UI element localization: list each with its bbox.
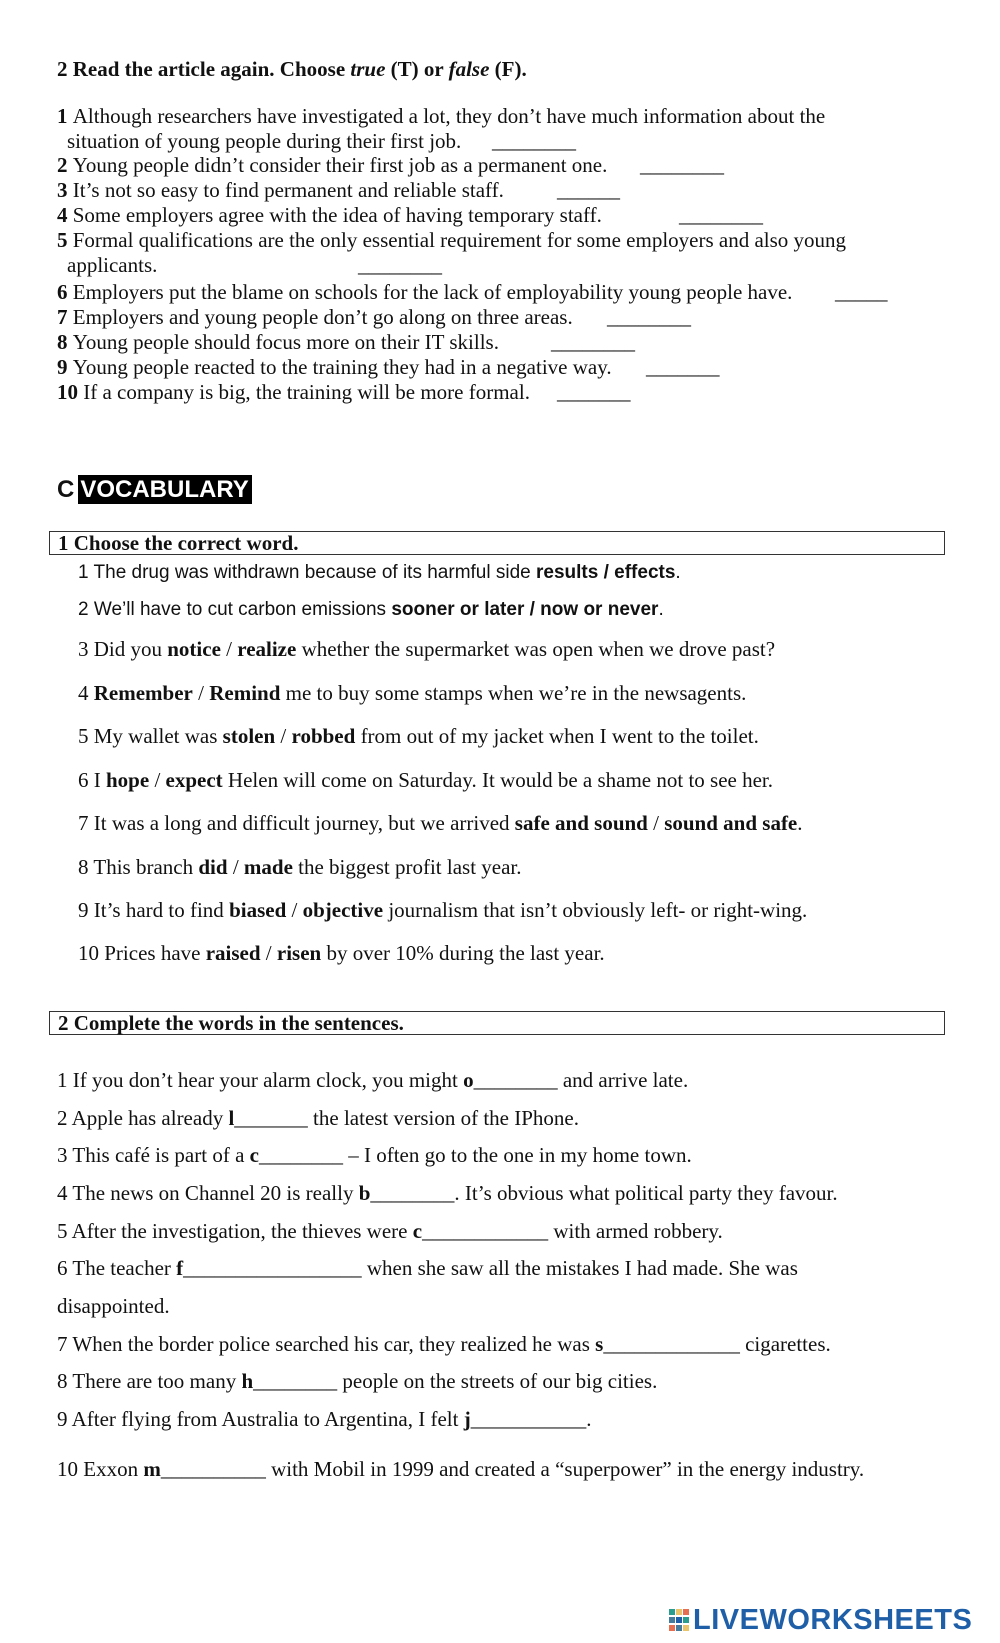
section-heading: 2 Read the article again. Choose true (T) or false (F). [57, 57, 527, 81]
choice-item [78, 724, 759, 749]
item-number: 3 [57, 178, 73, 202]
answer-blank[interactable]: ________ [640, 153, 724, 177]
answer-blank[interactable]: ________ [679, 203, 763, 227]
answer-blank[interactable]: __________ [160, 1457, 266, 1481]
item-text: Employers put the blame on schools for the lack of employability young people have. [72, 280, 793, 304]
option-b[interactable]: robbed [291, 724, 356, 748]
sentence-text: by over 10% during the last year. [321, 941, 605, 965]
choice-item [78, 562, 681, 584]
first-letter: j [463, 1407, 471, 1431]
option-b[interactable]: expect [165, 768, 223, 792]
choice-item [78, 855, 522, 880]
item-number: 1 [57, 1068, 73, 1092]
sentence-text: and arrive late. [557, 1068, 689, 1092]
first-letter: f [176, 1256, 184, 1280]
sentence-text: After the investigation, the thieves were [71, 1219, 413, 1243]
sentence-text: It’s hard to find [93, 898, 230, 922]
sentence-text: . It’s obvious what political party they favour. [454, 1181, 838, 1205]
answer-blank[interactable]: ________ [607, 305, 691, 329]
sentence-text: After flying from Australia to Argentina, I felt [71, 1407, 464, 1431]
option-b[interactable]: realize [237, 637, 297, 661]
sentence-text: . [658, 599, 664, 620]
sentence-text: Apple has already [71, 1106, 229, 1130]
option-separator: / [192, 681, 210, 705]
sentence-text: The teacher [72, 1256, 177, 1280]
choice-item [78, 681, 746, 706]
item-number: 10 [78, 941, 105, 965]
item-number: 4 [57, 203, 73, 227]
option-separator: / [286, 898, 303, 922]
item-number: 4 [78, 681, 94, 705]
item-number: 10 [57, 1457, 84, 1481]
sentence-text: . [675, 562, 681, 583]
item-text: If a company is big, the training will be more formal. [83, 380, 530, 404]
item-number: 2 [57, 153, 73, 177]
sentence-text: Did you [93, 637, 168, 661]
sentence-text: whether the supermarket was open when we drove past? [296, 637, 776, 661]
tf-item [57, 228, 846, 253]
first-letter: h [241, 1369, 254, 1393]
first-letter: m [143, 1457, 161, 1481]
tf-item [57, 153, 607, 178]
item-text: Although researchers have investigated a lot, they don’t have much information about the [72, 104, 826, 128]
choice-item [78, 898, 807, 923]
first-letter: l [228, 1106, 235, 1130]
sentence-text: cigarettes. [739, 1332, 831, 1356]
item-text: Young people reacted to the training they had in a negative way. [72, 355, 612, 379]
sentence-text: It was a long and difficult journey, but we arrived [93, 811, 515, 835]
sentence-text: the biggest profit last year. [292, 855, 522, 879]
tf-item [57, 280, 792, 305]
option-a[interactable]: biased [229, 898, 287, 922]
sentence-text: . [586, 1407, 592, 1431]
option-separator: / [647, 811, 665, 835]
item-number: 1 [57, 104, 73, 128]
option-a[interactable]: safe and sound [514, 811, 648, 835]
tf-item [57, 380, 530, 405]
answer-blank[interactable]: _________________ [183, 1256, 362, 1280]
exercise-1-title-box [49, 531, 945, 555]
answer-blank[interactable]: ________ [551, 330, 635, 354]
sentence-text: the latest version of the IPhone. [307, 1106, 579, 1130]
option-a[interactable]: stolen [222, 724, 276, 748]
completion-item [57, 1106, 579, 1131]
option-b[interactable]: risen [276, 941, 322, 965]
completion-item [57, 1068, 688, 1093]
item-text: Young people should focus more on their IT skills. [72, 330, 499, 354]
answer-blank[interactable]: ______ [557, 178, 620, 202]
answer-blank[interactable]: _____________ [603, 1332, 740, 1356]
item-number: 7 [57, 305, 73, 329]
item-number: 2 [57, 1106, 72, 1130]
item-number: 5 [57, 1219, 72, 1243]
answer-blank[interactable]: ___________ [470, 1407, 587, 1431]
choice-item [78, 768, 773, 793]
completion-item [57, 1143, 692, 1168]
tf-item [57, 178, 504, 203]
sentence-text: . [797, 811, 803, 835]
option-separator: / [149, 768, 166, 792]
item-number: 4 [57, 1181, 73, 1205]
tf-item-continued: applicants. [67, 253, 158, 277]
item-number: 6 [78, 768, 94, 792]
choice-item [78, 599, 664, 621]
tf-item [57, 330, 499, 355]
item-number: 6 [57, 1256, 73, 1280]
item-number: 5 [78, 724, 94, 748]
liveworksheets-logo-icon [668, 1608, 690, 1632]
option-a[interactable]: Remember [93, 681, 193, 705]
answer-blank[interactable]: ________ [473, 1068, 558, 1092]
completion-item [57, 1457, 864, 1482]
sentence-text: with armed robbery. [548, 1219, 723, 1243]
item-number: 5 [57, 228, 73, 252]
item-text: Employers and young people don’t go along on three areas. [72, 305, 573, 329]
answer-blank[interactable]: ____________ [422, 1219, 549, 1243]
sentence-text: Helen will come on Saturday. It would be a shame not to see her. [222, 768, 773, 792]
option-separator: / [275, 724, 292, 748]
tf-item [57, 305, 573, 330]
sentence-text: If you don’t hear your alarm clock, you might [72, 1068, 464, 1092]
item-text: Young people didn’t consider their first job as a permanent one. [72, 153, 608, 177]
item-number: 1 [78, 562, 94, 583]
sentence-text: when she saw all the mistakes I had made. She was [361, 1256, 798, 1280]
item-number: 8 [57, 1369, 73, 1393]
sentence-text: Exxon [83, 1457, 144, 1481]
completion-item [57, 1369, 657, 1394]
sentence-text: me to buy some stamps when we’re in the newsagents. [280, 681, 747, 705]
exercise-2-title: 2 Complete the words in the sentences. [58, 1011, 404, 1035]
sentence-text: from out of my jacket when I went to the toilet. [355, 724, 759, 748]
first-letter: s [595, 1332, 604, 1356]
tf-item [57, 104, 825, 129]
completion-item [57, 1219, 723, 1244]
completion-item-continued: disappointed. [57, 1294, 170, 1318]
answer-blank[interactable]: _______ [234, 1106, 308, 1130]
item-number: 7 [78, 811, 94, 835]
word-options[interactable]: sooner or later / now or never [391, 599, 659, 620]
sentence-text: journalism that isn’t obviously left- or right-wing. [383, 898, 808, 922]
choice-item [78, 637, 775, 662]
vocabulary-heading: C VOCABULARY [57, 476, 252, 504]
choice-item [78, 811, 803, 836]
item-number: 3 [57, 1143, 73, 1167]
sentence-text: I [93, 768, 106, 792]
item-number: 3 [78, 637, 94, 661]
sentence-text: There are too many [72, 1369, 242, 1393]
exercise-1-title: 1 Choose the correct word. [58, 531, 299, 555]
answer-blank[interactable]: ________ [258, 1143, 343, 1167]
answer-blank[interactable]: ________ [370, 1181, 455, 1205]
item-number: 8 [78, 855, 94, 879]
answer-blank[interactable]: _______ [557, 380, 631, 404]
answer-blank[interactable]: ________ [253, 1369, 338, 1393]
item-number: 2 [78, 599, 94, 620]
completion-item [57, 1181, 838, 1206]
option-a[interactable]: hope [106, 768, 150, 792]
option-separator: / [220, 637, 238, 661]
sentence-text: with Mobil in 1999 and created a “superpower” in the energy industry. [265, 1457, 865, 1481]
item-number: 8 [57, 330, 73, 354]
tf-item [57, 203, 602, 228]
first-letter: o [463, 1068, 474, 1092]
sentence-text: Prices have [104, 941, 206, 965]
option-separator: / [260, 941, 277, 965]
choice-item [78, 941, 605, 966]
answer-blank[interactable]: _______ [646, 355, 720, 379]
first-letter: c [249, 1143, 259, 1167]
answer-blank[interactable]: ________ [492, 129, 576, 153]
answer-blank[interactable]: _____ [835, 280, 888, 304]
option-b[interactable]: objective [302, 898, 384, 922]
option-a[interactable]: notice [167, 637, 221, 661]
sentence-text: My wallet was [93, 724, 223, 748]
option-a[interactable]: raised [205, 941, 261, 965]
tf-item [57, 355, 612, 380]
sentence-text: The drug was withdrawn because of its harmful side [93, 562, 537, 583]
sentence-text: – I often go to the one in my home town. [342, 1143, 692, 1167]
item-text: Some employers agree with the idea of having temporary staff. [72, 203, 602, 227]
item-number: 6 [57, 280, 73, 304]
item-text: It’s not so easy to find permanent and reliable staff. [72, 178, 504, 202]
completion-item [57, 1256, 798, 1281]
sentence-text: The news on Channel 20 is really [72, 1181, 359, 1205]
first-letter: b [358, 1181, 371, 1205]
item-number: 10 [57, 380, 84, 404]
completion-item [57, 1332, 831, 1357]
option-a[interactable]: did [198, 855, 228, 879]
item-text: Formal qualifications are the only essential requirement for some employers and also young [72, 228, 847, 252]
sentence-text: This café is part of a [72, 1143, 250, 1167]
option-b[interactable]: sound and safe [664, 811, 798, 835]
option-b[interactable]: Remind [209, 681, 281, 705]
tf-item-continued: situation of young people during their first job. [67, 129, 462, 153]
answer-blank[interactable]: ________ [358, 253, 442, 277]
item-number: 9 [57, 1407, 72, 1431]
sentence-text: When the border police searched his car, they realized he was [72, 1332, 596, 1356]
option-separator: / [227, 855, 244, 879]
item-number: 9 [78, 898, 94, 922]
first-letter: c [412, 1219, 423, 1243]
exercise-2-title-box [49, 1011, 945, 1035]
item-number: 9 [57, 355, 73, 379]
word-options[interactable]: results / effects [536, 562, 676, 583]
option-b[interactable]: made [243, 855, 293, 879]
completion-item [57, 1407, 591, 1432]
liveworksheets-logo: LIVEWORKSHEETS [693, 1604, 973, 1636]
sentence-text: people on the streets of our big cities. [337, 1369, 658, 1393]
item-number: 7 [57, 1332, 73, 1356]
sentence-text: We’ll have to cut carbon emissions [93, 599, 392, 620]
sentence-text: This branch [93, 855, 199, 879]
